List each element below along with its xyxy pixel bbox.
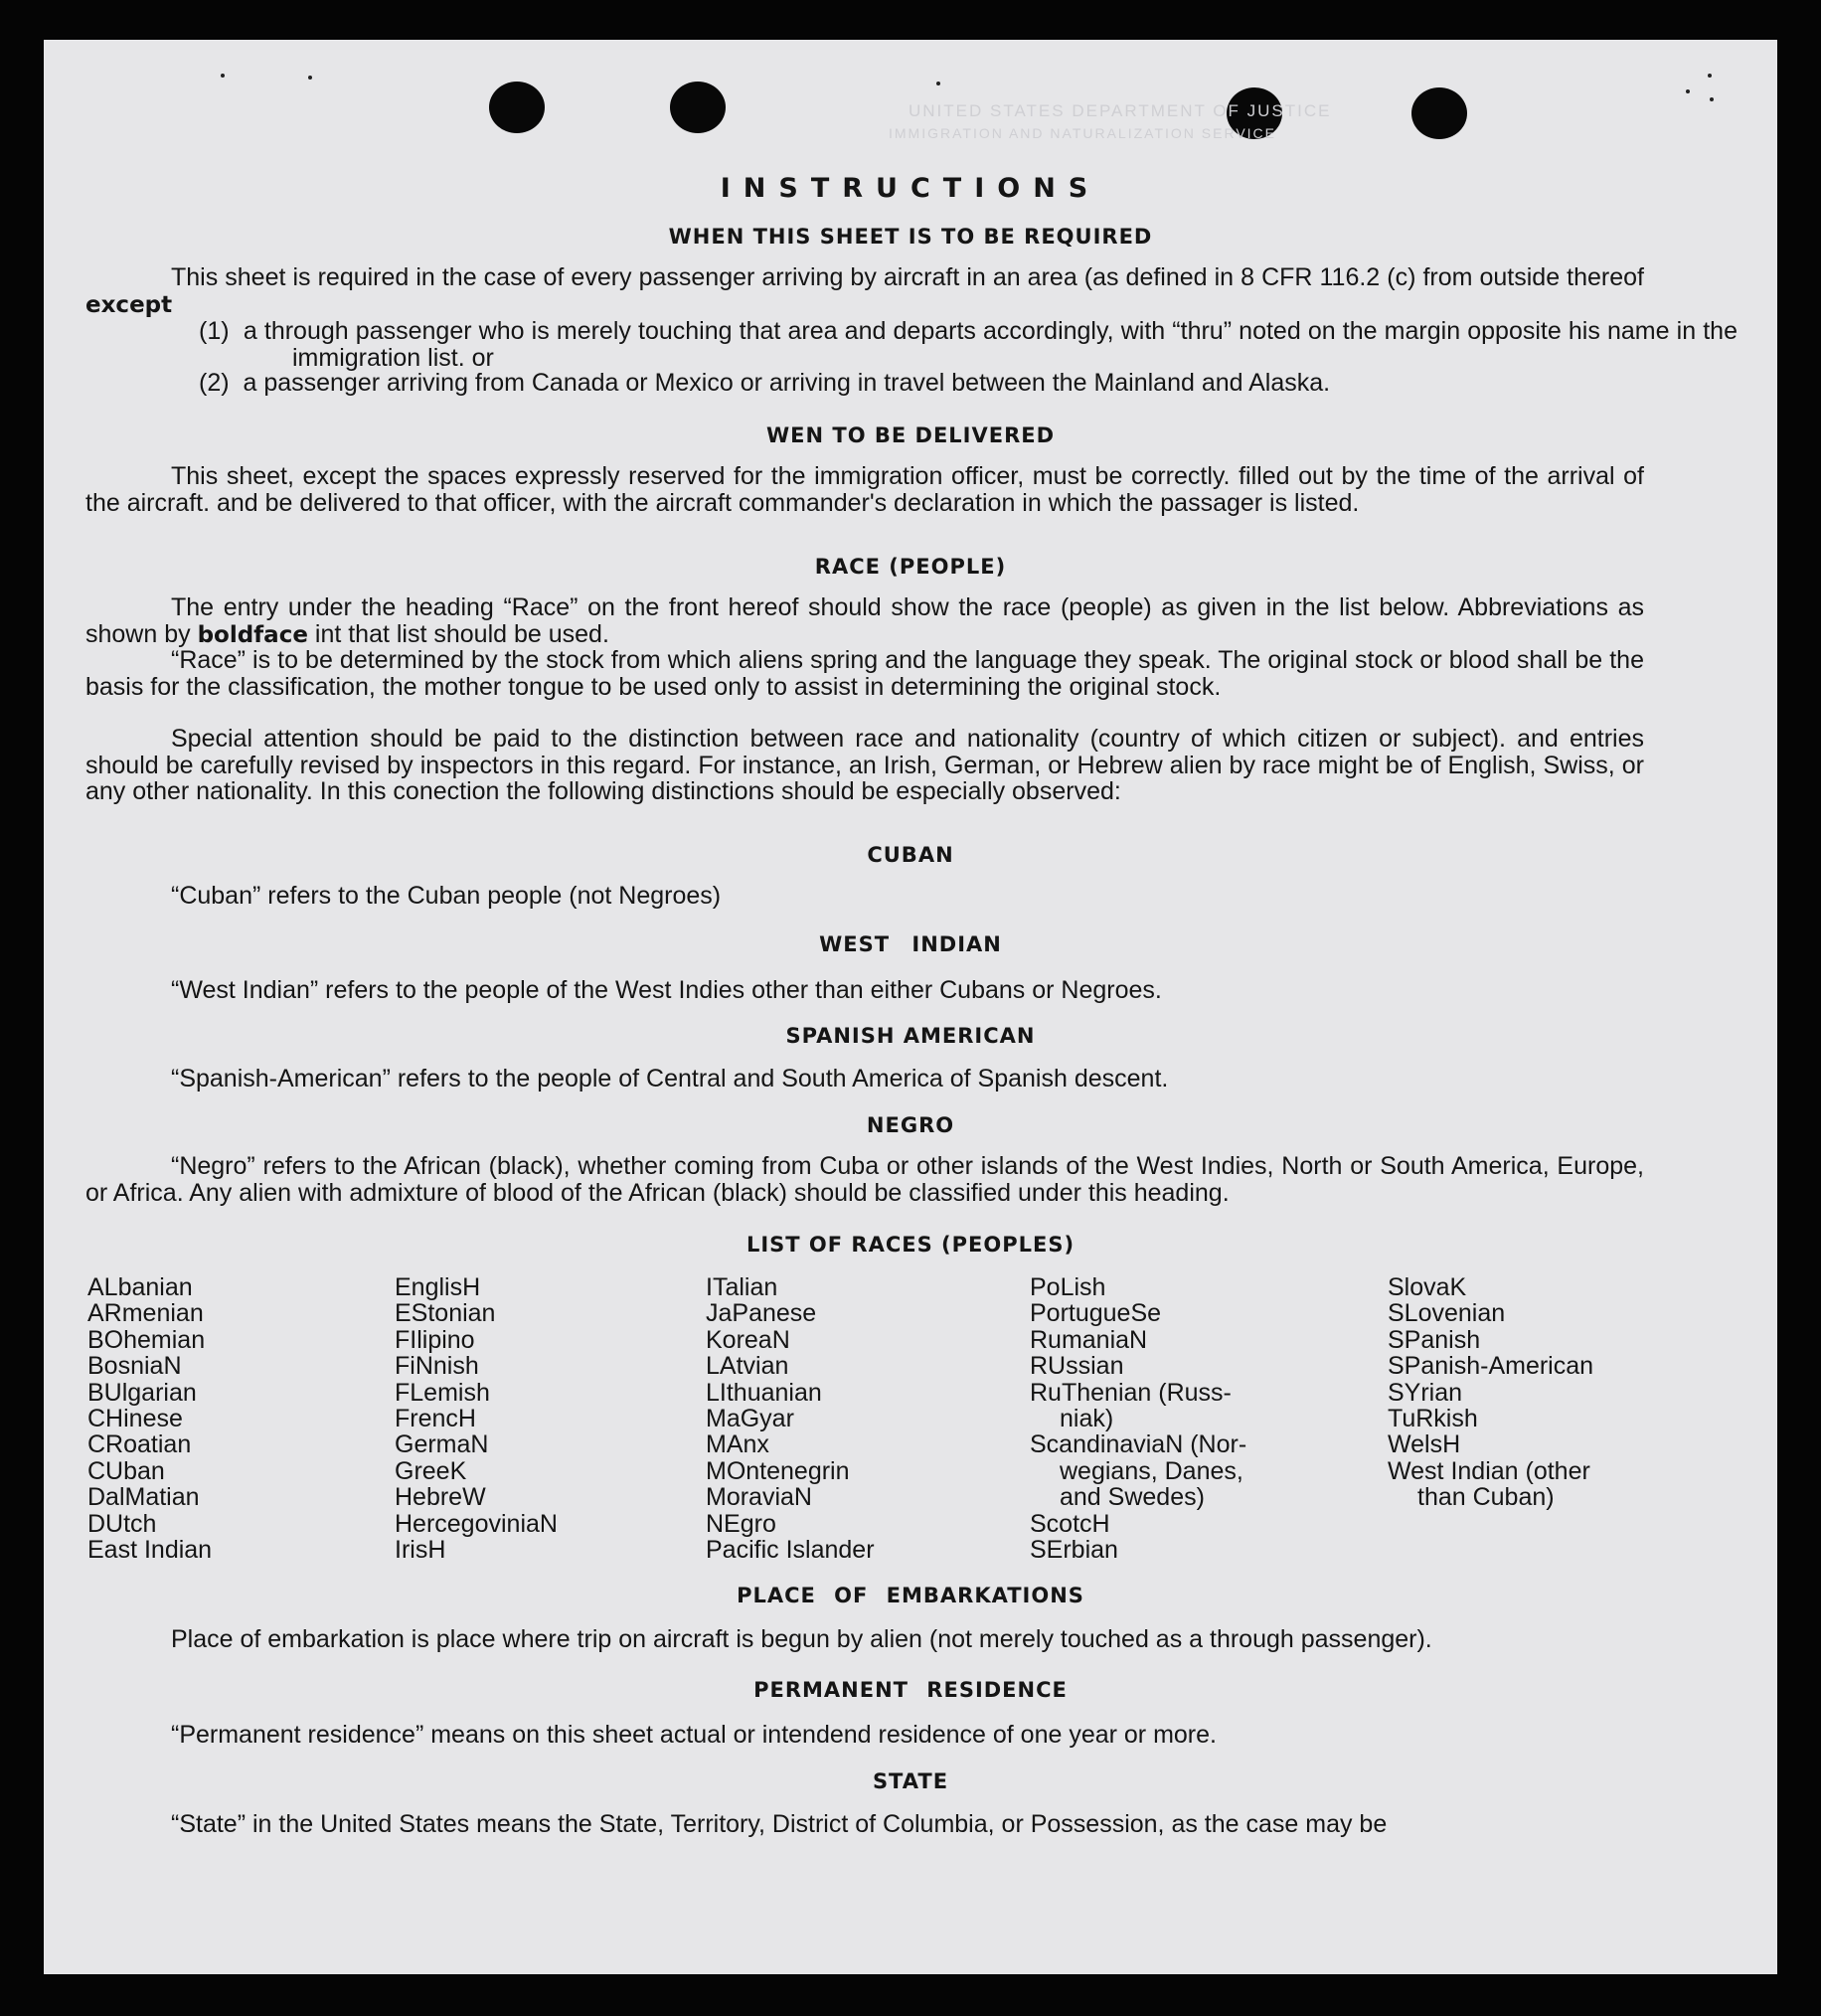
speck (221, 74, 225, 78)
race-entry: EnglisH (395, 1273, 481, 1301)
race-entry: PoLish (1030, 1273, 1106, 1301)
text-run: The entry under the heading “Race” on the front hereof should show the race (people) as given in the list below. Abbreviations as shown by (85, 593, 1644, 648)
bold-word: boldface (197, 621, 308, 648)
race-column (706, 1274, 875, 1563)
race-entry: SLovenian (1388, 1299, 1506, 1328)
race-entry: FIlipino (395, 1325, 475, 1354)
speck (1686, 89, 1690, 93)
paragraph: “Negro” refers to the African (black), whether coming from Cuba or other islands of the West Indies, North or South America, Europe, or Africa. Any alien with admixture of blood of the African (black) should be classified under this heading. (85, 1152, 1644, 1207)
bold-word: except (85, 291, 173, 318)
race-entry: MOntenegrin (706, 1456, 850, 1485)
race-entry: KoreaN (706, 1325, 790, 1354)
race-column (395, 1274, 558, 1563)
race-entry: RUssian (1030, 1352, 1124, 1381)
section-heading: RACE (PEOPLE) (814, 555, 1007, 579)
race-entry: SlovaK (1388, 1273, 1467, 1301)
race-entry: MoraviaN (706, 1483, 812, 1512)
race-entry: GreeK (395, 1456, 467, 1485)
race-entry: NEgro (706, 1509, 776, 1538)
race-entry: LAtvian (706, 1352, 789, 1381)
race-entry: JaPanese (706, 1299, 817, 1328)
race-entry: CRoatian (87, 1430, 192, 1459)
punch-hole (1411, 87, 1467, 139)
race-entry: BOhemian (87, 1325, 206, 1354)
race-column (87, 1274, 212, 1563)
race-column (1388, 1274, 1593, 1511)
race-entry: BUlgarian (87, 1378, 197, 1407)
race-entry: BosniaN (87, 1352, 182, 1381)
section-heading: STATE (872, 1769, 949, 1793)
section-heading: NEGRO (866, 1113, 955, 1137)
race-entry: DUtch (87, 1509, 157, 1538)
race-entry: EStonian (395, 1299, 496, 1328)
item-number: (2) (199, 369, 230, 397)
race-entry: ScotcH (1030, 1509, 1110, 1538)
section-heading: SPANISH AMERICAN (785, 1024, 1036, 1048)
race-entry: WelsH (1388, 1430, 1461, 1459)
race-entry: SYrian (1388, 1378, 1463, 1407)
item-text: a passenger arriving from Canada or Mexico or arriving in travel between the Mainland and Alaska. (243, 369, 1331, 397)
speck (1708, 74, 1712, 78)
race-column (1030, 1274, 1246, 1563)
race-entry: SErbian (1030, 1536, 1118, 1565)
race-entry: IrisH (395, 1536, 446, 1565)
speck (1710, 97, 1714, 101)
race-entry: ALbanian (87, 1273, 193, 1301)
race-entry: than Cuban) (1417, 1483, 1555, 1512)
paragraph: “West Indian” refers to the people of the West Indies other than either Cubans or Negroes. (171, 976, 1162, 1004)
speck (308, 76, 312, 80)
paragraph: “Race” is to be determined by the stock from which aliens spring and the language they speak. The original stock or blood shall be the basis for the classification, the mother tongue to be used only to assist in determining the original stock. (85, 646, 1644, 701)
race-entry: RumaniaN (1030, 1325, 1148, 1354)
paragraph: “Spanish-American” refers to the people of Central and South America of Spanish descent. (171, 1065, 1169, 1092)
text-run: This sheet is required in the case of every passenger arriving by aircraft in an area (as defined in 8 CFR 116.2 (c) from outside thereof (171, 263, 1644, 291)
race-entry: niak) (1060, 1405, 1114, 1433)
race-entry: West Indian (other (1388, 1456, 1590, 1485)
race-entry: MaGyar (706, 1405, 794, 1433)
paragraph (85, 264, 1644, 318)
race-entry: CUban (87, 1456, 165, 1485)
paragraph (85, 594, 1644, 648)
section-heading: PERMANENT RESIDENCE (753, 1678, 1068, 1702)
race-entry: TuRkish (1388, 1405, 1478, 1433)
race-entry: LIthuanian (706, 1378, 822, 1407)
race-entry: East Indian (87, 1536, 213, 1565)
list-item (199, 370, 1738, 397)
section-heading: WEN TO BE DELIVERED (765, 423, 1056, 447)
race-entry: SPanish (1388, 1325, 1481, 1354)
paragraph: “Cuban” refers to the Cuban people (not Negroes) (171, 882, 722, 910)
race-entry: and Swedes) (1060, 1483, 1205, 1512)
race-entry: Pacific Islander (706, 1536, 875, 1565)
section-heading: CUBAN (867, 843, 954, 867)
race-entry: CHinese (87, 1405, 183, 1433)
race-entry: MAnx (706, 1430, 769, 1459)
punch-hole (489, 82, 545, 133)
paragraph: Special attention should be paid to the distinction between race and nationality (country of which citizen or subject). and entries should be carefully revised by inspectors in this regard. For instance, an Irish, German, or Hebrew alien by race might be of English, Swiss, or any other nationality. In this conection the following distinctions should be especially observed: (85, 725, 1644, 805)
race-entry: PortugueSe (1030, 1299, 1162, 1328)
document-page (44, 40, 1777, 1974)
item-number: (1) (199, 317, 230, 345)
list-item (199, 318, 1738, 371)
section-heading: PLACE OF EMBARKATIONS (737, 1584, 1084, 1607)
race-entry: HercegoviniaN (395, 1509, 558, 1538)
race-entry: DalMatian (87, 1483, 200, 1512)
paragraph: “State” in the United States means the State, Territory, District of Columbia, or Possession, as the case may be (171, 1810, 1388, 1838)
faded-header-line: IMMIGRATION AND NATURALIZATION SERVICE (889, 125, 1276, 141)
speck (936, 82, 940, 85)
race-entry: wegians, Danes, (1060, 1456, 1243, 1485)
race-entry: ScandinaviaN (Nor- (1030, 1430, 1247, 1459)
faded-header-line: UNITED STATES DEPARTMENT OF JUSTICE (909, 101, 1332, 120)
text-run: int that list should be used. (307, 619, 609, 648)
paragraph: “Permanent residence” means on this sheet actual or intendend residence of one year or more. (171, 1721, 1217, 1749)
race-entry: FiNnish (395, 1352, 479, 1381)
race-entry: ARmenian (87, 1299, 204, 1328)
race-entry: GermaN (395, 1430, 489, 1459)
paragraph: This sheet, except the spaces expressly reserved for the immigration officer, must be correctly. filled out by the time of the arrival of the aircraft. and be delivered to that officer, with the aircraft commander's declaration in which the passager is listed. (85, 462, 1644, 517)
race-entry: RuThenian (Russ- (1030, 1378, 1232, 1407)
race-entry: FLemish (395, 1378, 490, 1407)
page-title: INSTRUCTIONS (720, 173, 1101, 204)
punch-hole (670, 82, 726, 133)
section-heading: WHEN THIS SHEET IS TO BE REQUIRED (668, 225, 1153, 249)
section-heading: LIST OF RACES (PEOPLES) (745, 1233, 1076, 1257)
race-entry: SPanish-American (1388, 1352, 1594, 1381)
race-entry: ITalian (706, 1273, 778, 1301)
paragraph: Place of embarkation is place where trip on aircraft is begun by alien (not merely touched as a through passenger). (171, 1625, 1432, 1653)
race-entry: HebreW (395, 1483, 486, 1512)
race-entry: FrencH (395, 1405, 476, 1433)
item-text: a through passenger who is merely touching that area and departs accordingly, with “thru” noted on the margin opposite his name in the immigration list. or (243, 317, 1738, 372)
section-heading: WEST INDIAN (819, 932, 1002, 956)
